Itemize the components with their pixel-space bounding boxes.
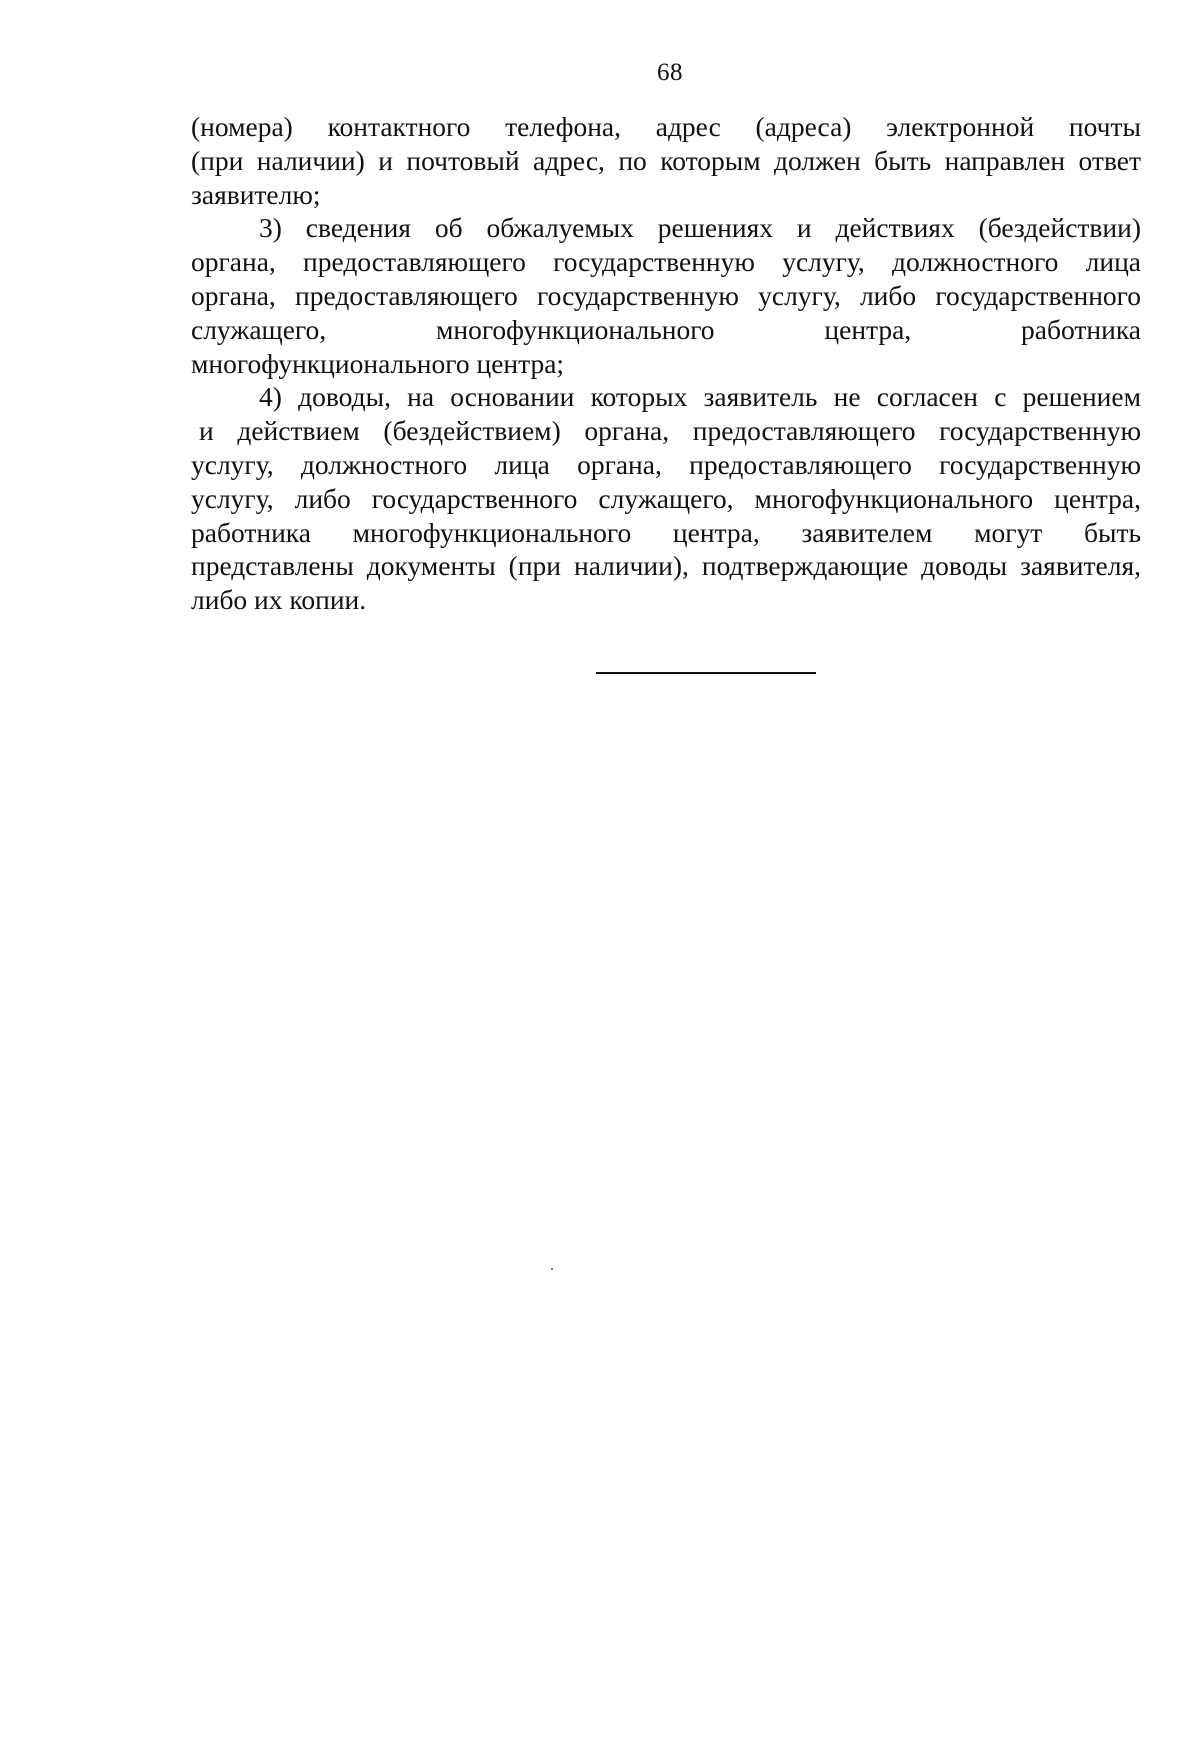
body-line-3: заявителю; [191, 178, 321, 210]
body-line-6: органа, предоставляющего государственную услугу, либо государственного [191, 279, 1141, 311]
page-number: 68 [657, 59, 683, 86]
body-line-14: представлены документы (при наличии), подтверждающие доводы заявителя, [191, 550, 1141, 582]
body-line-4: 3) сведения об обжалуемых решениях и действиях (бездействии) [259, 212, 1141, 244]
body-line-9: 4) доводы, на основании которых заявитель не согласен с решением [259, 381, 1141, 413]
body-line-10: и действием (бездействием) органа, предоставляющего государственную [199, 415, 1141, 447]
body-line-12: услугу, либо государственного служащего, многофункционального центра, [191, 482, 1141, 514]
body-line-15: либо их копии. [191, 584, 367, 616]
body-line-13: работника многофункционального центра, заявителем могут быть [191, 516, 1141, 548]
body-line-1: (номера) контактного телефона, адрес (адреса) электронной почты [191, 111, 1141, 142]
body-line-11: услугу, должностного лица органа, предоставляющего государственную [191, 448, 1141, 480]
body-line-2: (при наличии) и почтовый адрес, по которым должен быть направлен ответ [191, 144, 1141, 176]
body-line-7: служащего, многофункционального центра, работника [191, 313, 1141, 345]
end-divider [596, 672, 816, 674]
scan-speck [551, 1268, 553, 1270]
document-body [191, 110, 1141, 617]
body-line-8: многофункционального центра; [191, 347, 565, 379]
body-line-5: органа, предоставляющего государственную услугу, должностного лица [191, 246, 1141, 278]
